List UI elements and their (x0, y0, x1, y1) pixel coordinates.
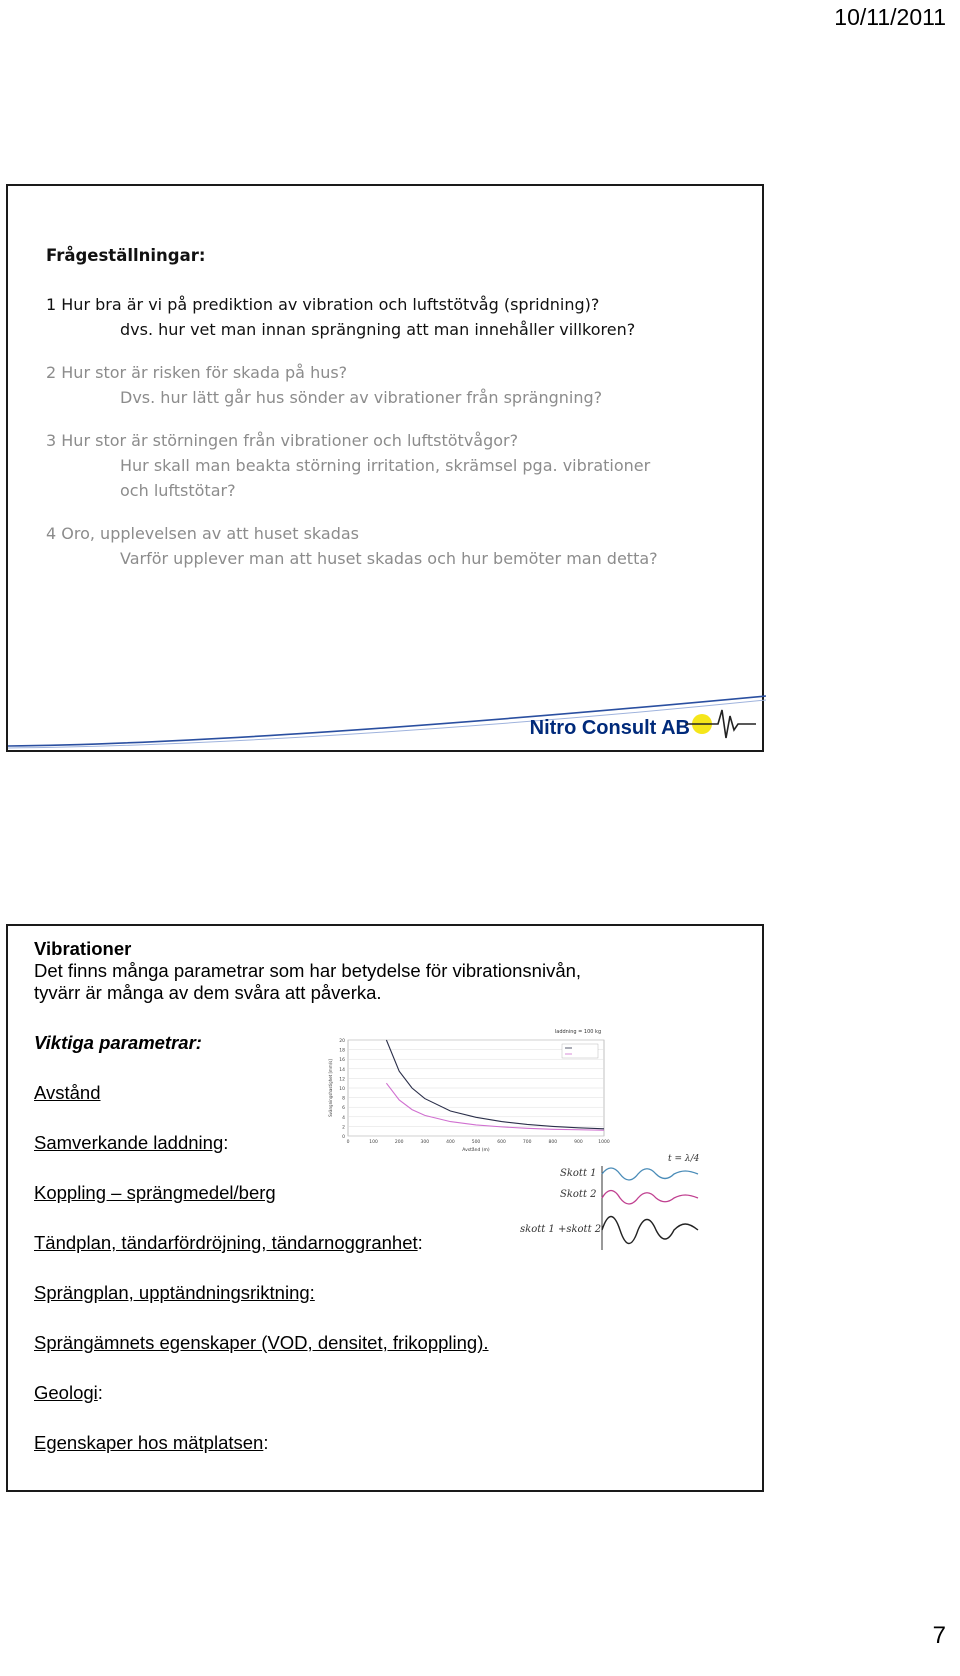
parameter-label: Samverkande laddning (34, 1132, 224, 1153)
question-2-line-1: 2 Hur stor är risken för skada på hus? (46, 363, 348, 382)
parameter-label: Geologi (34, 1382, 98, 1403)
chart-x-tick-label: 800 (548, 1140, 558, 1145)
chart-y-tick-label: 4 (342, 1115, 345, 1121)
question-3-line-3: och luftstötar? (120, 481, 236, 500)
intro-line-1: Det finns många parametrar som har betydelse för vibrationsnivån, (34, 960, 582, 981)
brand-name: Nitro Consult AB (529, 717, 690, 739)
wave-label-skott2: Skott 2 (560, 1189, 597, 1200)
chart-x-tick-label: 200 (394, 1140, 404, 1145)
wave-skott1 (602, 1168, 698, 1180)
parameter-label: Sprängämnets egenskaper (VOD, densitet, frikoppling). (34, 1332, 489, 1353)
question-2-line-2: Dvs. hur lätt går hus sönder av vibrationer från sprängning? (120, 388, 603, 407)
parameter-item (34, 1382, 581, 1404)
parameter-item (34, 1332, 581, 1354)
question-2 (46, 360, 752, 410)
parameter-item (34, 1182, 581, 1204)
chart-y-tick-label: 12 (339, 1077, 345, 1083)
chart-y-tick-label: 0 (342, 1135, 345, 1140)
question-1-line-2: dvs. hur vet man innan sprängning att man innehåller villkoren? (120, 320, 636, 339)
wave-skott2 (602, 1191, 698, 1205)
important-parameters-heading: Viktiga parametrar: (34, 1032, 202, 1053)
chart-x-tick-label: 0 (346, 1140, 350, 1145)
question-4-line-2: Varför upplever man att huset skadas och hur bemöter man detta? (120, 549, 658, 568)
parameter-label: Egenskaper hos mätplatsen (34, 1432, 264, 1453)
slide-vibrations (6, 924, 764, 1492)
parameter-item (34, 1232, 581, 1254)
slide-questions (6, 184, 764, 752)
chart-y-tick-label: 18 (339, 1048, 345, 1054)
question-4-line-1: 4 Oro, upplevelsen av att huset skadas (46, 524, 359, 543)
parameter-label: Koppling – sprängmedel/berg (34, 1182, 276, 1203)
question-3-line-1: 3 Hur stor är störningen från vibrationer och luftstötvågor? (46, 431, 519, 450)
page-date: 10/11/2011 (834, 4, 946, 30)
wave-formula: t = λ/4 (668, 1154, 700, 1164)
chart-y-tick-label: 20 (339, 1039, 345, 1044)
wave-sum (602, 1217, 698, 1244)
chart-y-axis-label: Svängningshastighet [mm/s] (328, 1059, 333, 1117)
parameter-item (34, 1282, 581, 1304)
parameter-label: Avstånd (34, 1082, 101, 1103)
parameter-item (34, 1432, 581, 1454)
wave-superposition-figure (520, 1164, 748, 1256)
chart-y-tick-label: 14 (339, 1067, 345, 1073)
intro-line-2: tyvärr är många av dem svåra att påverka. (34, 982, 382, 1003)
wave-label-sum: skott 1 +skott 2 (520, 1224, 602, 1235)
slide-body (46, 246, 752, 589)
chart-y-tick-label: 16 (339, 1058, 345, 1064)
chart-x-tick-label: 100 (369, 1140, 378, 1145)
parameter-suffix: : (417, 1232, 423, 1253)
parameter-label: Tändplan, tändarfördröjning, tändarnoggranhet (34, 1232, 418, 1253)
parameter-label: Sprängplan, upptändningsriktning: (34, 1282, 315, 1303)
chart-x-tick-label: 600 (497, 1140, 506, 1145)
chart-y-tick-label: 2 (342, 1125, 345, 1131)
question-1-line-1: 1 Hur bra är vi på prediktion av vibration och luftstötvåg (spridning)? (46, 295, 600, 314)
slide-text (34, 938, 581, 1454)
seismograph-logo-icon (684, 702, 758, 746)
question-4 (46, 521, 752, 571)
distance-vibration-chart (324, 1026, 634, 1156)
page-number: 7 (932, 1622, 946, 1649)
chart-legend (562, 1044, 598, 1058)
parameter-suffix: : (263, 1432, 269, 1453)
slide-heading: Frågeställningar: (46, 246, 206, 265)
parameter-suffix: : (223, 1132, 229, 1153)
chart-y-tick-label: 8 (342, 1096, 345, 1102)
chart-title: laddning = 100 kg (554, 1029, 602, 1035)
chart-x-tick-label: 700 (522, 1140, 532, 1145)
wave-label-skott1: Skott 1 (560, 1168, 597, 1179)
chart-x-tick-label: 300 (420, 1140, 430, 1145)
chart-x-tick-label: 900 (574, 1140, 583, 1145)
question-3 (46, 428, 752, 503)
question-1 (46, 292, 752, 342)
question-3-line-2: Hur skall man beakta störning irritation, skrämsel pga. vibrationer (120, 456, 651, 475)
chart-x-tick-label: 500 (471, 1140, 481, 1145)
parameter-suffix: : (97, 1382, 103, 1403)
slide-title: Vibrationer (34, 938, 132, 959)
chart-x-tick-label: 400 (446, 1140, 455, 1145)
chart-x-tick-label: 1000 (598, 1140, 610, 1145)
chart-y-tick-label: 10 (339, 1087, 345, 1092)
chart-x-axis-label: Avstånd (m) (462, 1148, 490, 1153)
chart-y-tick-label: 6 (342, 1106, 345, 1112)
